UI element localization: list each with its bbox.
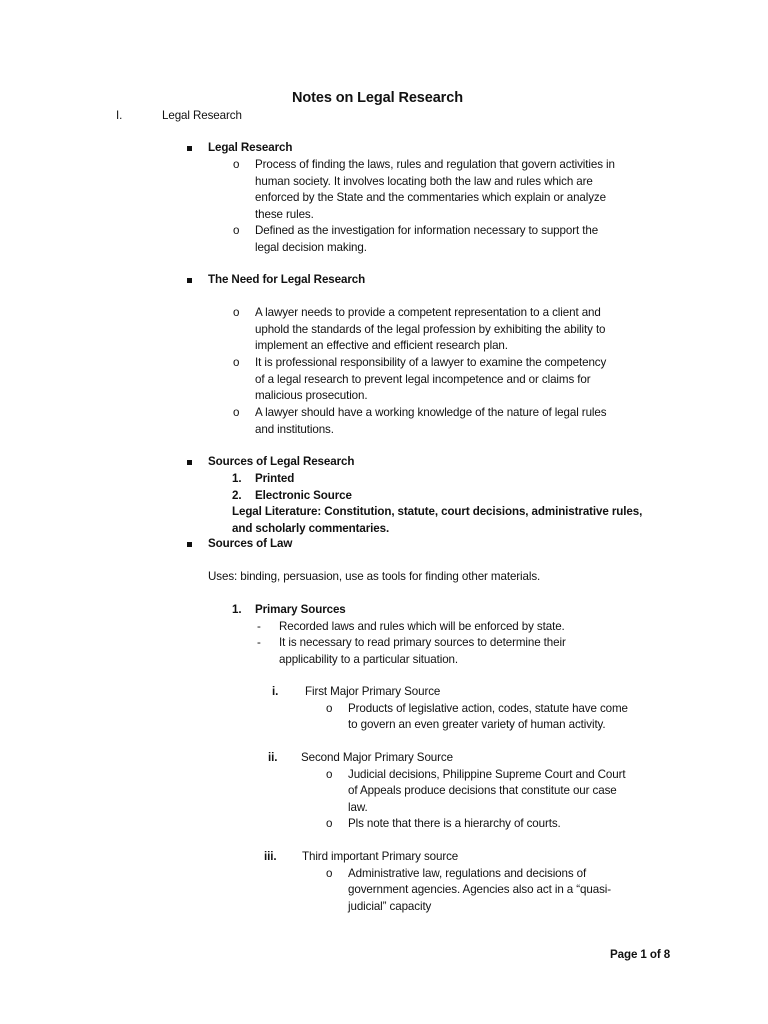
paragraph-line: these rules. <box>255 207 314 221</box>
page-number: Page 1 of 8 <box>610 948 671 961</box>
paragraph-line: implement an effective and efficient research plan. <box>255 339 508 352</box>
circle-bullet-icon: o <box>233 224 240 237</box>
paragraph-line: enforced by the State and the commentaries which explain or analyze <box>255 191 606 204</box>
paragraph-line: uphold the standards of the legal profession by exhibiting the ability to <box>255 322 606 336</box>
sources-of-law-heading: Sources of Law <box>208 537 293 550</box>
uses-line: Uses: binding, persuasion, use as tools for finding other materials. <box>208 570 541 583</box>
paragraph-line: to govern an even greater variety of human activity. <box>348 718 606 731</box>
square-bullet-icon <box>187 460 192 465</box>
list-number: 1. <box>232 603 242 616</box>
legal-literature-line: and scholarly commentaries. <box>232 521 390 535</box>
legal-research-heading: Legal Research <box>208 141 293 154</box>
roman-numeral: i. <box>272 685 279 698</box>
paragraph-line: A lawyer needs to provide a competent representation to a client and <box>255 306 601 319</box>
paragraph-line: applicability to a particular situation. <box>279 652 459 666</box>
square-bullet-icon <box>187 278 192 283</box>
paragraph-line: of a legal research to prevent legal incompetence and or claims for <box>255 372 591 386</box>
paragraph-line: Administrative law, regulations and decisions of <box>348 866 587 880</box>
paragraph-line: Judicial decisions, Philippine Supreme Court and Court <box>348 767 626 781</box>
circle-bullet-icon: o <box>233 406 240 419</box>
paragraph-line: government agencies. Agencies also act in a “quasi- <box>348 883 611 896</box>
first-major-heading: First Major Primary Source <box>305 685 441 698</box>
square-bullet-icon <box>187 146 192 151</box>
section-title: Legal Research <box>162 109 242 122</box>
paragraph-line: judicial” capacity <box>348 899 432 913</box>
list-number: 1. <box>232 472 242 485</box>
square-bullet-icon <box>187 542 192 547</box>
list-item: Electronic Source <box>255 488 352 502</box>
paragraph-line: Process of finding the laws, rules and regulation that govern activities in <box>255 158 615 171</box>
third-important-heading: Third important Primary source <box>302 850 459 863</box>
paragraph-line: Products of legislative action, codes, statute have come <box>348 701 628 715</box>
circle-bullet-icon: o <box>326 701 333 715</box>
circle-bullet-icon: o <box>233 356 240 369</box>
paragraph-line: Pls note that there is a hierarchy of courts. <box>348 817 561 830</box>
circle-bullet-icon: o <box>233 306 240 319</box>
roman-numeral: ii. <box>268 751 278 764</box>
primary-sources-heading: Primary Sources <box>255 603 346 616</box>
paragraph-line: human society. It involves locating both the law and rules which are <box>255 174 593 188</box>
circle-bullet-icon: o <box>326 866 333 880</box>
sources-heading: Sources of Legal Research <box>208 455 355 468</box>
document-title: Notes on Legal Research <box>292 90 463 106</box>
list-item: Printed <box>255 472 295 485</box>
circle-bullet-icon: o <box>326 817 333 830</box>
roman-numeral: iii. <box>264 850 277 863</box>
paragraph-line: Defined as the investigation for information necessary to support the <box>255 224 599 237</box>
paragraph-line: and institutions. <box>255 422 334 436</box>
dash-bullet-icon: - <box>257 636 261 649</box>
second-major-heading: Second Major Primary Source <box>301 751 453 764</box>
circle-bullet-icon: o <box>233 158 240 171</box>
circle-bullet-icon: o <box>326 767 333 781</box>
paragraph-line: of Appeals produce decisions that constitute our case <box>348 784 617 797</box>
paragraph-line: Recorded laws and rules which will be enforced by state. <box>279 619 565 633</box>
list-number: 2. <box>232 488 242 502</box>
paragraph-line: It is professional responsibility of a lawyer to examine the competency <box>255 356 607 369</box>
paragraph-line: law. <box>348 800 368 814</box>
dash-bullet-icon: - <box>257 619 261 633</box>
paragraph-line: legal decision making. <box>255 240 367 254</box>
paragraph-line: A lawyer should have a working knowledge of the nature of legal rules <box>255 406 607 419</box>
need-heading: The Need for Legal Research <box>208 273 366 286</box>
paragraph-line: It is necessary to read primary sources to determine their <box>279 636 566 649</box>
legal-literature-line: Legal Literature: Constitution, statute, court decisions, administrative rules, <box>232 505 643 518</box>
section-number: I. <box>116 109 123 122</box>
paragraph-line: malicious prosecution. <box>255 389 368 402</box>
